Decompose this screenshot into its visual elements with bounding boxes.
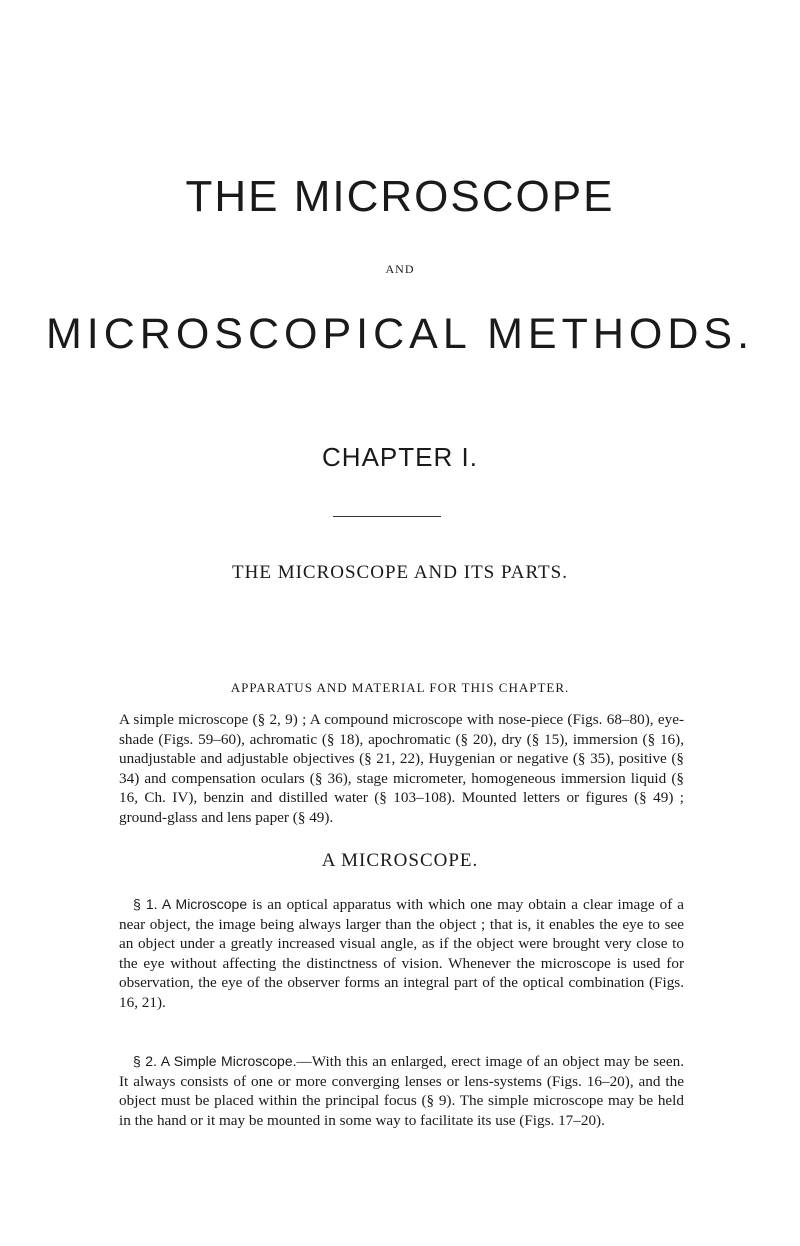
paragraph-1-text: is an optical apparatus with which one may obtain a clear image of a near object, the image being always larger than the object ; that is, it enables the eye to see an object under a greatly increased visual angle, as if the object were brought very close to the eye without affecting the distinctness of vision. Whenever the microscope is used for observation, the eye of the observer forms an integral part of the optical combination (Figs. 16, 21). [119,896,684,1011]
paragraph-2-lead: § 2. A Simple Microscope. [133,1053,297,1069]
section-title: THE MICROSCOPE AND ITS PARTS. [232,562,568,583]
paragraph-2 [119,1052,684,1130]
chapter-divider [333,516,441,517]
book-subtitle: MICROSCOPICAL METHODS. [45,310,755,358]
paragraph-2-text: —With this an enlarged, erect image of an object may be seen. It always consists of one or more converging lenses or lens-systems (Figs. 16–20), and the object must be placed within the principal focus (§ 9). The simple microscope may be held in the hand or it may be mounted in some way to facilitate its use (Figs. 17–20). [119,1053,685,1129]
title-connector: AND [385,262,415,276]
chapter-heading: CHAPTER I. [322,442,478,472]
apparatus-heading: APPARATUS AND MATERIAL FOR THIS CHAPTER. [230,680,570,695]
apparatus-paragraph: A simple microscope (§ 2, 9) ; A compound microscope with nose-piece (Figs. 68–80), eye-shade (Figs. 59–60), achromatic (§ 18), apochromatic (§ 20), dry (§ 15), immersion (§ 16), unadjustable and adjustable objectives (§ 21, 22), Huygenian or negative (§ 35), positive (§ 34) and compensation oculars (§ 36), stage micrometer, homogeneous immersion liquid (§ 16, Ch. IV), benzin and distilled water (§ 103–108). Mounted letters or figures (§ 49) ; ground-glass and lens paper (§ 49). [119,711,684,826]
paragraph-1-lead: § 1. A Microscope [133,896,248,912]
paragraph-1 [119,895,684,1013]
book-title: THE MICROSCOPE [185,172,615,221]
microscope-heading: A MICROSCOPE. [321,850,479,871]
